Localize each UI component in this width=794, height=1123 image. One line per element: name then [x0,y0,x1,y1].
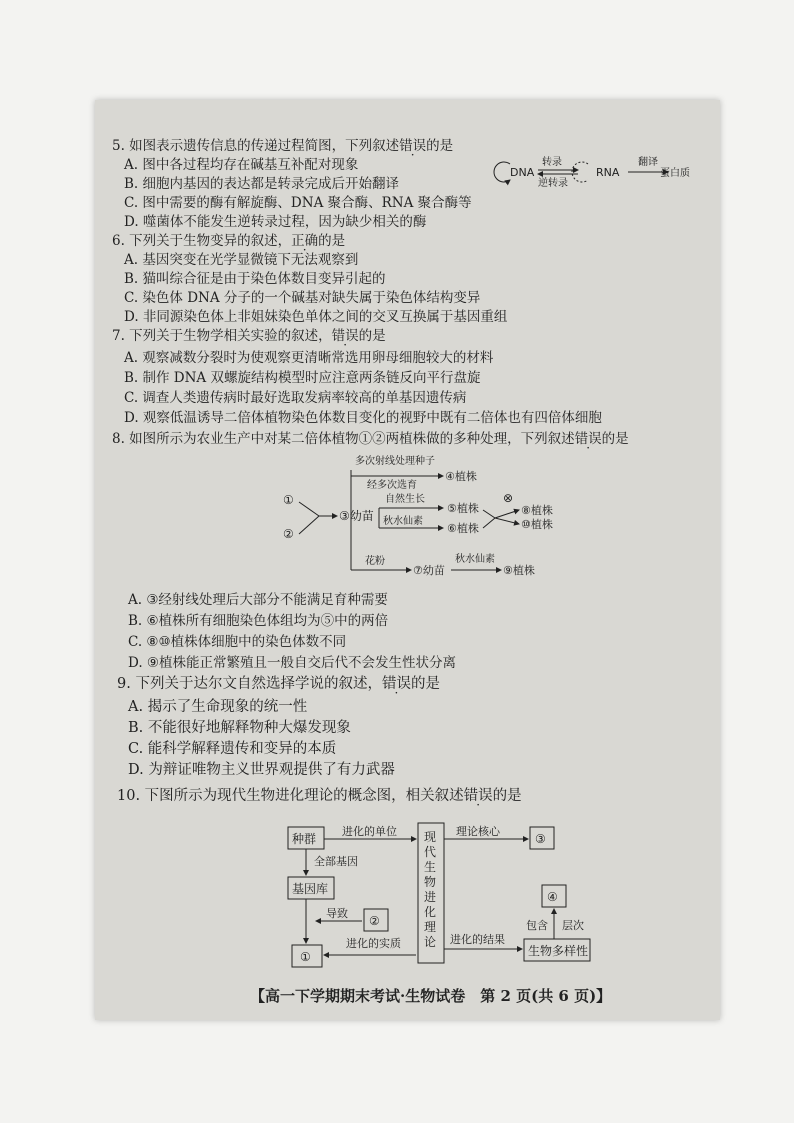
population-box: 种群 [292,832,317,846]
plant-8-label: ⑧植株 [521,504,553,517]
q5-central-dogma-diagram [488,152,698,192]
natural-growth-label: 自然生长 [385,494,425,505]
theory-char-3: 物 [424,875,437,889]
page-footer: 【高一下学期期末考试·生物试卷 第 2 页(共 6 页)】 [250,987,612,1005]
q8-option-c: C. ⑧⑩植株体细胞中的染色体数不同 [128,634,347,650]
essence-label: 进化的实质 [346,937,401,950]
plant-10-label: ⑩植株 [521,518,553,531]
selfing-symbol: ⊗ [503,491,514,505]
all-genes-label: 全部基因 [314,855,358,868]
seedling-3-label: ③幼苗 [339,509,374,523]
q8-breeding-diagram [275,452,565,587]
q7-option-a: A. 观察减数分裂时为使观察更清晰常选用卵母细胞较大的材料 [124,350,494,366]
q7-option-c: C. 调查人类遗传病时最好选取发病率较高的单基因遗传病 [124,390,467,406]
plant-9-label: ⑨植株 [503,564,535,577]
q9-stem: 9. 下列关于达尔文自然选择学说的叙述，错误的是 [117,676,440,692]
levels-label: 层次 [562,919,584,932]
q8-option-b: B. ⑥植株所有细胞染色体组均为⑤中的两倍 [128,613,389,629]
seedling-7-label: ⑦幼苗 [413,564,445,577]
plant-4-label: ④植株 [445,470,477,483]
box-3: ③ [535,832,546,846]
box-2: ② [369,914,380,928]
biodiversity-box: 生物多样性 [528,944,589,958]
q5-option-d: D. 噬菌体不能发生逆转录过程，因为缺少相关的酶 [124,214,427,230]
cause-label: 导致 [326,907,348,920]
evolution-unit-label: 进化的单位 [342,825,397,838]
theory-char-1: 代 [424,845,437,859]
q9-option-b: B. 不能很好地解释物种大爆发现象 [128,720,351,736]
plant-6-label: ⑥植株 [447,522,479,535]
theory-char-4: 进 [424,890,437,904]
theory-core-label: 理论核心 [456,825,500,838]
dna-label: DNA [510,166,535,179]
q7-option-b: B. 制作 DNA 双螺旋结构模型时应注意两条链反向平行盘旋 [124,370,481,386]
theory-char-0: 现 [424,830,437,844]
q6-option-d: D. 非同源染色体上非姐妹染色单体之间的交叉互换属于基因重组 [124,309,508,325]
plant-1-label: ① [283,493,294,507]
q9-option-a: A. 揭示了生命现象的统一性 [128,699,308,715]
q8-stem: 8. 如图所示为农业生产中对某二倍体植物①②两植株做的多种处理，下列叙述错误的是 [112,431,629,447]
q5-stem: 5. 如图表示遗传信息的传递过程简图，下列叙述错误的是 [112,138,454,154]
plant-5-label: ⑤植株 [447,502,479,515]
radiation-label: 多次射线处理种子 [355,456,435,467]
theory-char-6: 理 [424,920,437,934]
result-label: 进化的结果 [450,933,505,946]
box-4: ④ [547,890,558,904]
selection-label: 经多次选育 [367,480,417,491]
box-1: ① [300,950,311,964]
protein-label: 蛋白质 [660,168,690,179]
q6-option-c: C. 染色体 DNA 分子的一个碱基对缺失属于染色体结构变异 [124,290,481,306]
theory-char-2: 生 [424,860,437,874]
theory-char-5: 化 [424,905,437,919]
gene-pool-box: 基因库 [292,882,329,896]
q5-option-c: C. 图中需要的酶有解旋酶、DNA 聚合酶、RNA 聚合酶等 [124,195,472,211]
q7-option-d: D. 观察低温诱导二倍体植物染色体数目变化的视野中既有二倍体也有四倍体细胞 [124,410,602,426]
colchicine-label-2: 秋水仙素 [455,554,495,565]
q8-option-d: D. ⑨植株能正常繁殖且一般自交后代不会发生性状分离 [128,655,457,671]
translation-label: 翻译 [638,157,658,168]
plant-2-label: ② [283,527,294,541]
rna-label: RNA [596,166,620,179]
q7-stem: 7. 下列关于生物学相关实验的叙述，错误的是 [112,328,386,344]
q6-stem: 6. 下列关于生物变异的叙述，正确的是 [112,233,346,249]
reverse-transcription-label: 逆转录 [538,178,568,189]
contains-label: 包含 [526,919,548,932]
q5-option-a: A. 图中各过程均存在碱基互补配对现象 [124,157,359,173]
transcription-label: 转录 [542,157,562,168]
theory-char-7: 论 [424,935,437,949]
q5-option-b: B. 细胞内基因的表达都是转录完成后开始翻译 [124,176,400,192]
pollen-label: 花粉 [365,556,385,567]
q6-option-a: A. 基因突变在光学显微镜下无法观察到 [124,252,359,268]
colchicine-label-1: 秋水仙素 [383,516,423,527]
q6-option-b: B. 猫叫综合征是由于染色体数目变异引起的 [124,271,386,287]
q10-evolution-concept-map [280,815,630,975]
q8-option-a: A. ③经射线处理后大部分不能满足育种需要 [128,592,388,608]
q9-option-d: D. 为辩证唯物主义世界观提供了有力武器 [128,762,395,778]
q9-option-c: C. 能科学解释遗传和变异的本质 [128,741,337,757]
q10-stem: 10. 下图所示为现代生物进化理论的概念图，相关叙述错误的是 [117,788,522,804]
